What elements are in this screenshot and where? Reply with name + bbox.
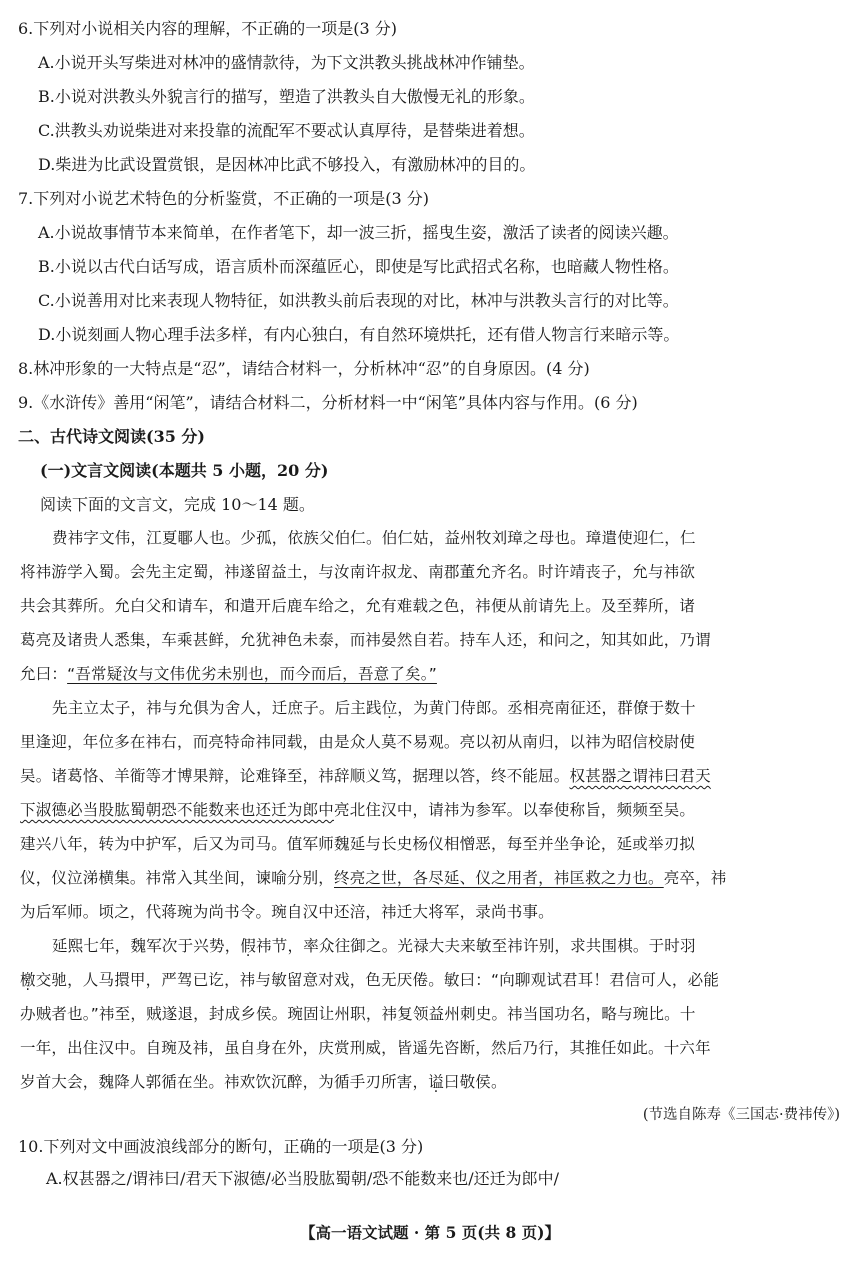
passage-text: ，为黄门侍郎。丞相亮南征还，群僚于数十	[397, 699, 696, 717]
passage-line	[20, 765, 711, 787]
passage-text: 允曰：	[20, 665, 68, 683]
question-10-option-a: A.权甚器之/谓祎曰/君天下淑德/必当股肱蜀朝/恐不能数来也/还迁为郎中/	[46, 1169, 559, 1188]
passage-line	[52, 935, 696, 957]
passage-line	[20, 1071, 507, 1093]
passage-text: 祎节，率众往御之。光禄大夫来敏至祎许别，求共围棋。于时羽	[256, 937, 696, 955]
passage-line: 费祎字文伟，江夏鄳人也。少孤，依族父伯仁。伯仁姑，益州牧刘璋之母也。璋遣使迎仁，仁	[52, 529, 696, 547]
dotted-character: 假	[240, 937, 257, 955]
reading-instruction: 阅读下面的文言文，完成 10～14 题。	[40, 495, 315, 514]
passage-text: 亮北住汉中，请祎为参军。以奉使称旨，频频至吴。	[334, 801, 696, 819]
passage-text: 岁首大会，魏降人郭循在坐。祎欢饮沉醉，为循手刃所害，	[20, 1073, 429, 1091]
question-6-option-c: C.洪教头劝说柴进对来投靠的流配军不要忒认真厚待，是替柴进着想。	[38, 121, 535, 140]
wavy-underlined-text: 下淑德必当股肱蜀朝恐不能数来也还迁为郎中	[20, 801, 335, 819]
question-7-option-d: D.小说刻画人物心理手法多样，有内心独白，有自然环境烘托，还有借人物言行来暗示等。	[38, 325, 680, 344]
question-6-option-b: B.小说对洪教头外貌言行的描写，塑造了洪教头自大傲慢无礼的形象。	[38, 87, 535, 106]
passage-text: 亮卒，祎	[663, 869, 727, 887]
passage-text: 延熙七年，魏军次于兴势，	[52, 937, 241, 955]
passage-line: 里逢迎，年位多在祎右，而亮特命祎同载，由是众人莫不易观。亮以初从南归，以祎为昭信校尉使	[20, 733, 696, 751]
underlined-sentence: “吾常疑汝与文伟优劣未别也，而今而后，吾意了矣。”	[67, 665, 437, 683]
page-footer: 【高一语文试题 · 第 5 页(共 8 页)】	[299, 1223, 560, 1242]
question-10-stem: 10.下列对文中画波浪线部分的断句，正确的一项是(3 分)	[18, 1137, 424, 1156]
passage-text: 吴。诸葛恪、羊衜等才博果辩，论难锋至，祎辞顺义笃，据理以答，终不能屈。	[20, 767, 570, 785]
section-heading: 二、古代诗文阅读(35 分)	[18, 427, 205, 446]
question-6-option-d: D.柴进为比武设置赏银，是因林冲比武不够投入，有激励林冲的目的。	[38, 155, 536, 174]
passage-line: 建兴八年，转为中护军，后又为司马。值军师魏延与长史杨仪相憎恶，每至并坐争论，延或举刃拟	[20, 835, 696, 853]
passage-line	[20, 663, 437, 685]
wavy-underlined-text: 权甚器之谓祎曰君天	[569, 767, 711, 785]
passage-line: 办贼者也。”祎至，贼遂退，封成乡侯。琬固让州职，祎复领益州刺史。祎当国功名，略与琬比。十	[20, 1005, 696, 1023]
passage-text: 仪，仪泣涕横集。祎常入其坐间，谏喻分别，	[20, 869, 335, 887]
passage-line: 共会其葬所。允白父和请车，和遣开后鹿车给之，允有难载之色，祎便从前请先上。及至葬所，诸	[20, 597, 696, 615]
passage-line: 为后军师。顷之，代蒋琬为尚书令。琬自汉中还涪，祎迁大将军，录尚书事。	[20, 903, 554, 921]
passage-line: 一年，出住汉中。自琬及祎，虽自身在外，庆赏刑威，皆遥先咨断，然后乃行，其推任如此。十六年	[20, 1039, 711, 1057]
dotted-character: 谥	[428, 1073, 444, 1091]
question-7-option-a: A.小说故事情节本来简单，在作者笔下，却一波三折，摇曳生姿，激活了读者的阅读兴趣。	[38, 223, 679, 242]
passage-line: 葛亮及诸贵人悉集，车乘甚鲜，允犹神色未泰，而祎晏然自若。持车人还，和问之，知其如此，乃谓	[20, 631, 711, 649]
question-9: 9.《水浒传》善用“闲笔”，请结合材料二，分析材料一中“闲笔”具体内容与作用。(6 分)	[18, 393, 638, 412]
dotted-character: 位	[381, 699, 398, 717]
question-6-stem: 6.下列对小说相关内容的理解，不正确的一项是(3 分)	[18, 19, 398, 38]
subsection-heading: (一)文言文阅读(本题共 5 小题，20 分)	[40, 461, 329, 480]
passage-text: 曰敬侯。	[443, 1073, 507, 1091]
dotted-character: 檄	[20, 971, 36, 989]
passage-line	[52, 697, 696, 719]
question-7-option-b: B.小说以古代白话写成，语言质朴而深蕴匠心，即使是写比武招式名称，也暗藏人物性格。	[38, 257, 679, 276]
passage-line: 将祎游学入蜀。会先主定蜀，祎遂留益土，与汝南许叔龙、南郡董允齐名。时许靖丧子，允与祎欲	[20, 563, 696, 581]
question-6-option-a: A.小说开头写柴进对林冲的盛情款待，为下文洪教头挑战林冲作铺垫。	[38, 53, 535, 72]
question-7-option-c: C.小说善用对比来表现人物特征，如洪教头前后表现的对比，林冲与洪教头言行的对比等。	[38, 291, 679, 310]
passage-text: 交驰，人马擐甲，严驾已讫，祎与敏留意对戏，色无厌倦。敏曰：“向聊观试君耳！君信可人，必能	[35, 971, 720, 989]
passage-text: 先主立太子，祎与允俱为舍人，迁庶子。后主践	[52, 699, 382, 717]
passage-line	[20, 867, 727, 889]
passage-line	[20, 799, 695, 821]
passage-line	[20, 969, 719, 991]
question-7-stem: 7.下列对小说艺术特色的分析鉴赏，不正确的一项是(3 分)	[18, 189, 430, 208]
underlined-sentence: 终亮之世，各尽延、仪之用者，祎匡救之力也。	[334, 869, 664, 887]
question-8: 8.林冲形象的一大特点是“忍”，请结合材料一，分析林冲“忍”的自身原因。(4 分)	[18, 359, 590, 378]
passage-source: (节选自陈寿《三国志·费祎传》)	[642, 1107, 840, 1123]
